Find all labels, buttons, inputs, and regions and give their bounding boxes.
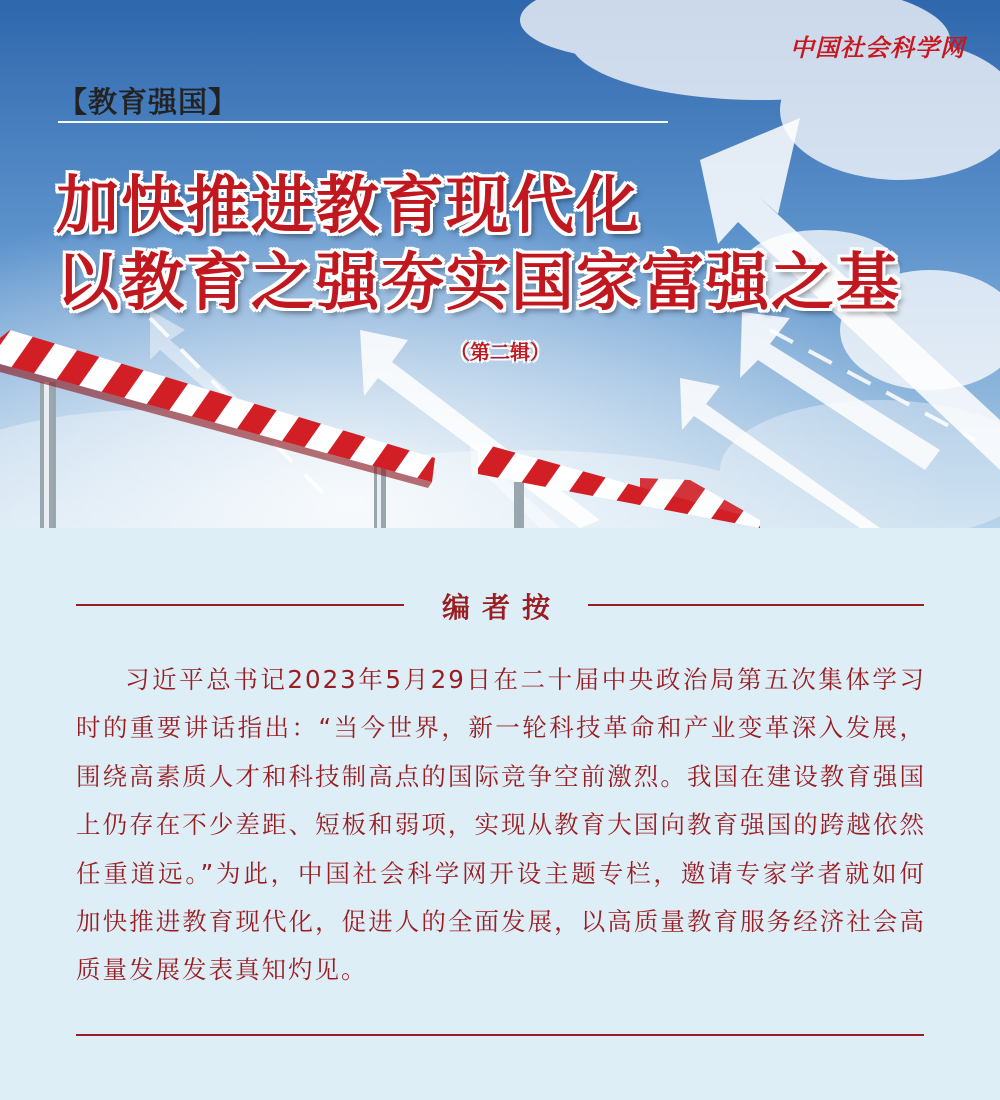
- title-line-1: 加快推进教育现代化: [56, 169, 641, 242]
- edition-label: （第二辑）: [450, 340, 550, 364]
- brand-logo: 中国社会科学网: [790, 33, 965, 62]
- column-tag: 【教育强国】: [58, 85, 239, 119]
- title-line-2: 以教育之强夯实国家富强之基: [56, 246, 901, 319]
- hero-banner: [0, 0, 1000, 528]
- heading-rule-left: [76, 604, 404, 606]
- heading-rule-right: [588, 604, 924, 606]
- bottom-rule: [76, 1034, 924, 1036]
- editor-note-panel: [0, 528, 1000, 1100]
- editor-note-body: 习近平总书记2023年5月29日在二十届中央政治局第五次集体学习时的重要讲话指出：“当今世界，新一轮科技革命和产业变革深入发展，围绕高素质人才和科技制高点的国际竞争空前激烈。我国在建设教育强国上仍存在不少差距、短板和弱项，实现从教育大国向教育强国的跨越依然任重道远。”为此，中国社会科学网开设主题专栏，邀请专家学者就如何加快推进教育现代化，促进人的全面发展，以高质量教育服务经济社会高质量发展发表真知灼见。: [76, 665, 926, 985]
- tag-underline: [58, 121, 668, 123]
- editor-note-heading: 编者按: [441, 591, 562, 624]
